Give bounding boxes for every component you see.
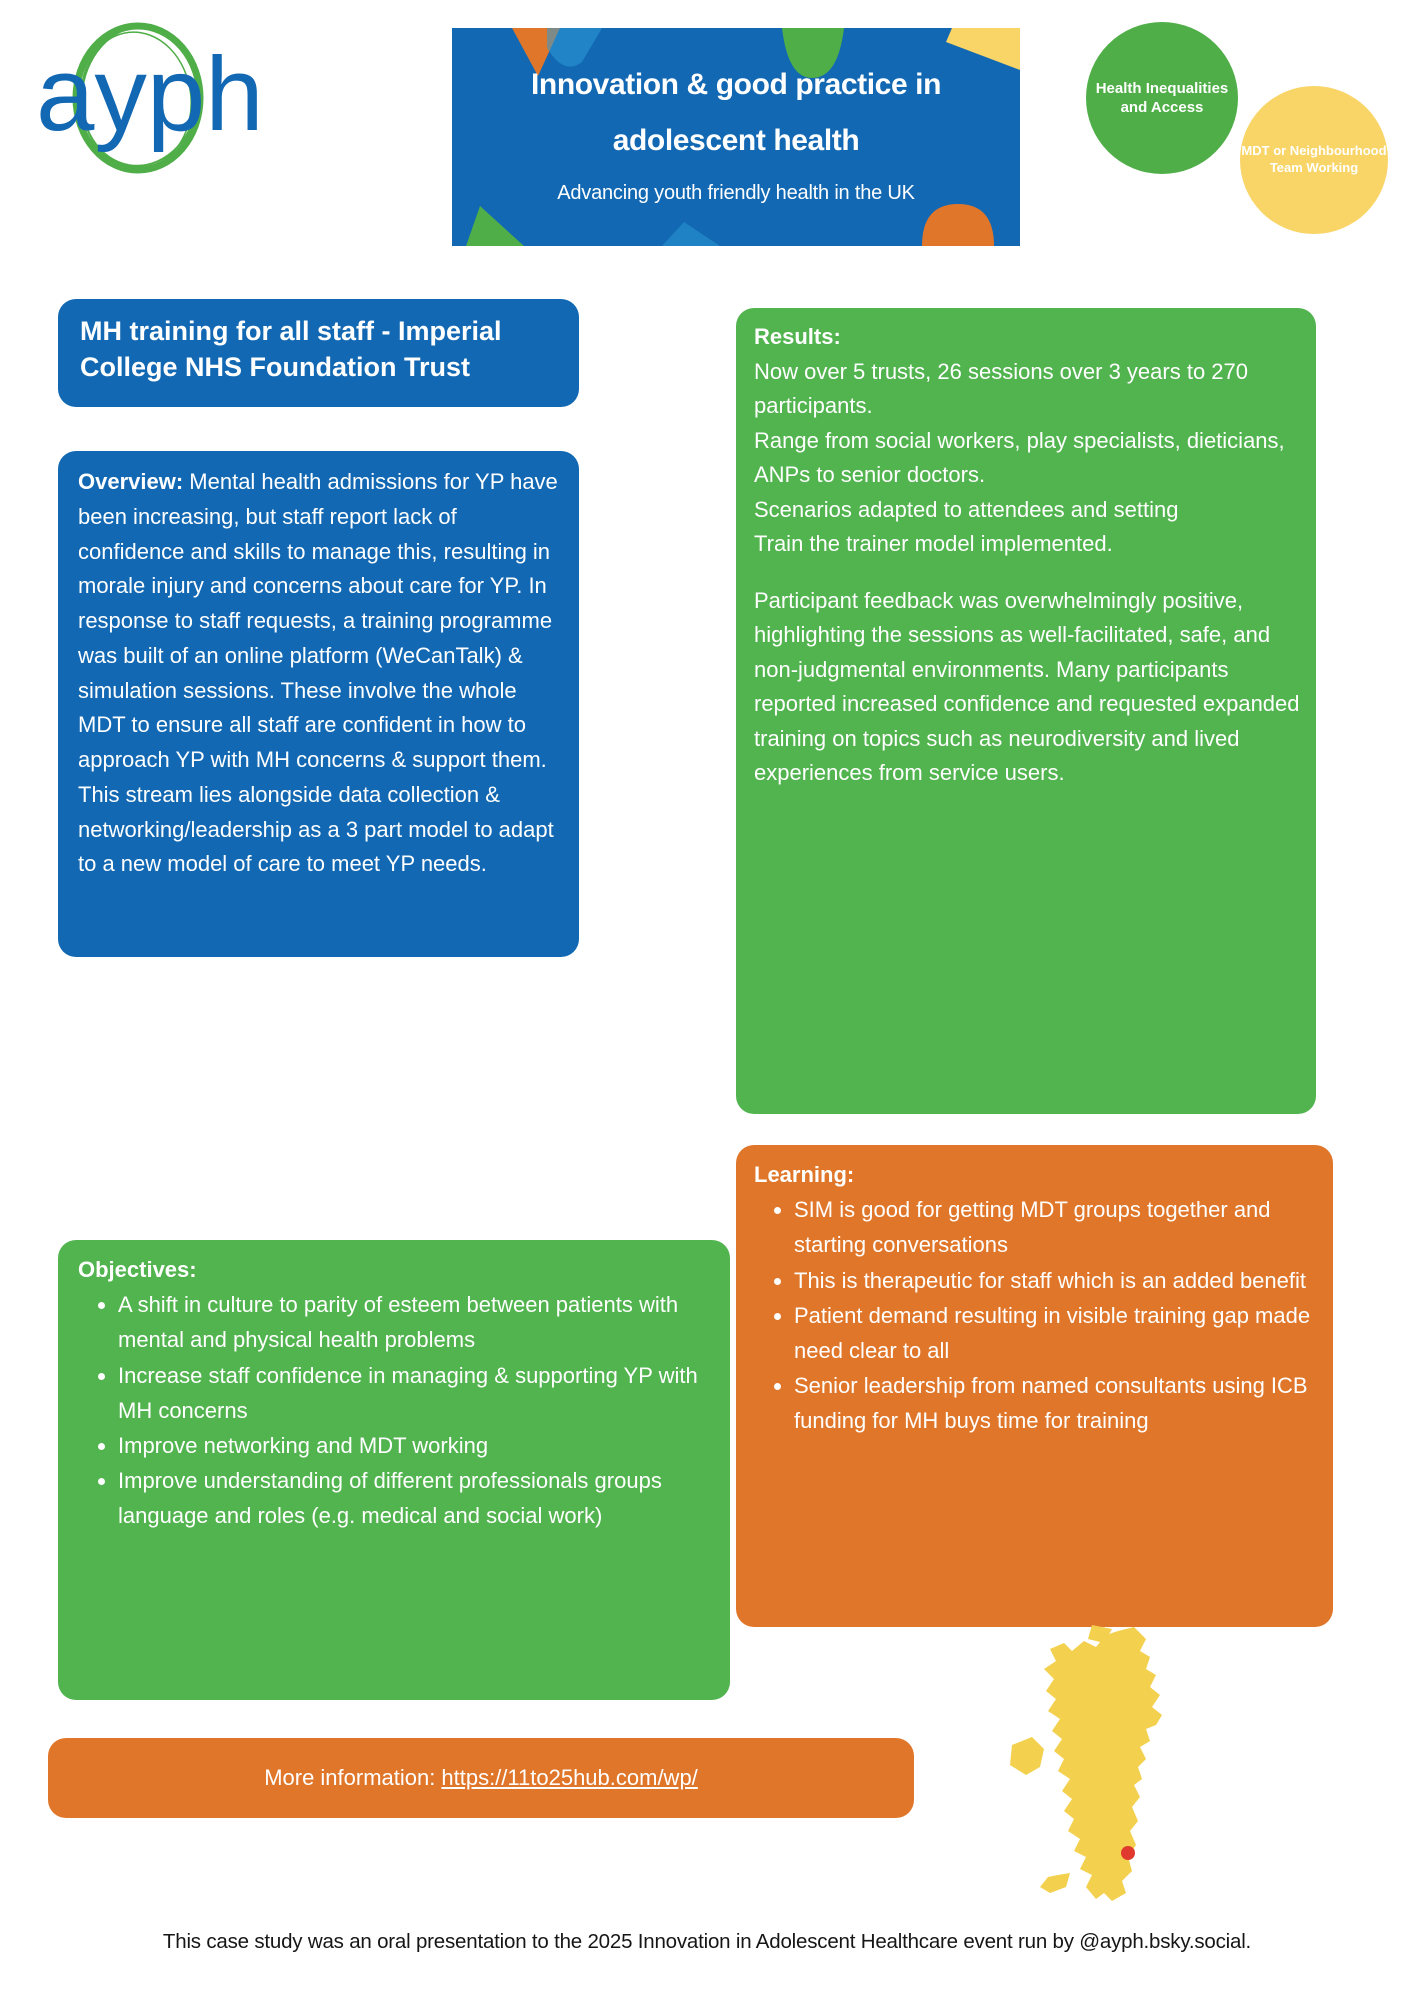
results-heading: Results:: [754, 324, 841, 349]
objectives-heading: Objectives:: [78, 1257, 197, 1282]
objectives-list: [78, 1287, 714, 1533]
svg-text:ayph: ayph: [36, 36, 264, 153]
badge-mdt-team-working: [1240, 86, 1388, 234]
learning-heading: Learning:: [754, 1162, 855, 1187]
list-item: • Senior leadership from named consultants using ICB funding for MH buys time for training: [794, 1368, 1317, 1438]
event-banner: [452, 28, 1020, 246]
results-paragraph-4: Train the trainer model implemented.: [754, 531, 1113, 557]
overview-body-1: Mental health admissions for YP have been increasing, but staff report lack of confidence and skills to manage this, resulting in morale injury and concerns about care for YP. In response to staff requests, a training programme was built of an online platform (WeCanTalk) & simulation sessions. These involve the whole MDT to ensure all staff are confident in how to approach YP with MH concerns & support them.: [78, 469, 558, 772]
map-marker-london: [1121, 1846, 1135, 1860]
objectives-card: [58, 1240, 730, 1700]
list-item: • This is therapeutic for staff which is an added benefit: [794, 1263, 1317, 1298]
page-header: [0, 0, 1414, 230]
overview-card: [58, 451, 579, 957]
footer-note: This case study was an oral presentation to the 2025 Innovation in Adolescent Healthcare event run by @ayph.bsky.social.: [162, 1930, 1252, 1953]
badge-green-label: Health Inequalities and Access: [1095, 79, 1229, 116]
results-paragraph-1: Now over 5 trusts, 26 sessions over 3 years to 270 participants.: [754, 358, 1249, 419]
list-item: • Increase staff confidence in managing & supporting YP with MH concerns: [118, 1358, 714, 1428]
page-title: MH training for all staff - Imperial College NHS Foundation Trust: [80, 316, 502, 383]
overview-heading: Overview:: [78, 469, 184, 494]
banner-title-line2: adolescent health: [612, 123, 860, 157]
results-card: [736, 308, 1316, 1114]
ayph-logo: [28, 18, 298, 178]
learning-card: [736, 1145, 1333, 1627]
more-information-label: More information:: [264, 1765, 436, 1790]
list-item: • A shift in culture to parity of esteem between patients with mental and physical health problems: [118, 1287, 714, 1357]
list-item: • SIM is good for getting MDT groups together and starting conversations: [794, 1192, 1317, 1262]
list-item: • Improve understanding of different professionals groups language and roles (e.g. medical and social work): [118, 1463, 714, 1533]
results-paragraph-2: Range from social workers, play specialists, dieticians, ANPs to senior doctors.: [754, 427, 1285, 488]
banner-title-line1: Innovation & good practice in: [530, 67, 942, 101]
results-spacer: [754, 562, 1300, 584]
learning-list: [754, 1192, 1317, 1438]
results-paragraph-3: Scenarios adapted to attendees and setting: [754, 496, 1179, 522]
uk-map: [1000, 1625, 1240, 1915]
case-study-title-card: [58, 299, 579, 407]
results-paragraph-5: Participant feedback was overwhelmingly positive, highlighting the sessions as well-facilitated, safe, and non-judgmental environments. Many participants reported increased confidence and requested expanded training on topics such as neurodiversity and lived experiences from service users.: [754, 587, 1300, 786]
list-item: • Improve networking and MDT working: [118, 1428, 714, 1463]
badge-health-inequalities: [1086, 22, 1238, 174]
banner-subtitle: Advancing youth friendly health in the UK: [557, 181, 915, 204]
more-information-bar: [48, 1738, 914, 1818]
overview-paragraph-2: This stream lies alongside data collection & networking/leadership as a 3 part model to adapt to a new model of care to meet YP needs.: [78, 781, 554, 877]
overview-paragraph-1: [78, 465, 565, 778]
more-information-link[interactable]: https://11to25hub.com/wp/: [441, 1765, 698, 1790]
list-item: • Patient demand resulting in visible training gap made need clear to all: [794, 1298, 1317, 1368]
badge-yellow-label: MDT or Neighbourhood Team Working: [1241, 143, 1387, 175]
